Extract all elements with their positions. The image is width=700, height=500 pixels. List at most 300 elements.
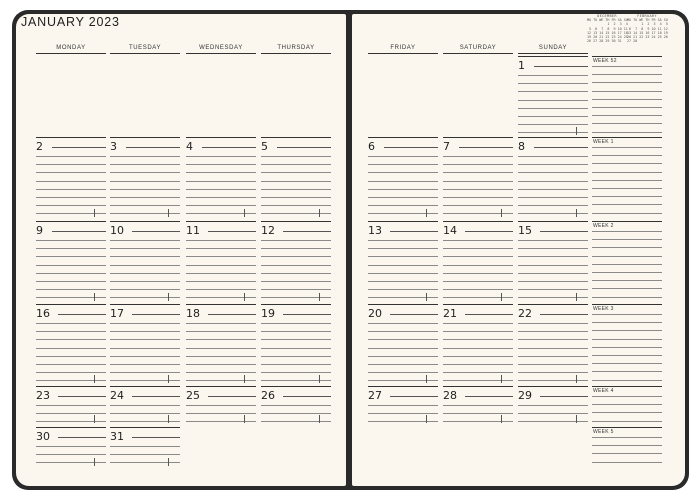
writing-line: [261, 289, 331, 290]
writing-line: [261, 205, 331, 206]
day-cell-divider: [518, 137, 588, 138]
day-cell-15[interactable]: [518, 221, 588, 302]
writing-line: [52, 147, 106, 148]
writing-line: [36, 413, 106, 414]
writing-line: [518, 83, 588, 84]
day-cell-3[interactable]: [110, 137, 180, 218]
writing-line: [186, 189, 256, 190]
writing-line: [186, 348, 256, 349]
day-cell-divider: [110, 304, 180, 305]
time-marker: [576, 127, 577, 135]
mini-calendar-row: 19 20 21 22 23 24 25: [587, 35, 628, 40]
writing-line: [540, 231, 588, 232]
day-cell-7[interactable]: [443, 137, 513, 218]
day-number: 18: [186, 307, 200, 320]
writing-line: [132, 231, 180, 232]
writing-line: [518, 189, 588, 190]
week-divider: [592, 137, 662, 138]
writing-line: [518, 297, 588, 298]
writing-line: [592, 396, 662, 397]
day-cell-22[interactable]: [518, 304, 588, 384]
mini-calendar-row: 26 27 28 29 30 31: [587, 39, 622, 44]
writing-line: [443, 197, 513, 198]
time-marker: [319, 209, 320, 217]
day-number: 4: [186, 140, 193, 153]
day-cell-25[interactable]: [186, 386, 256, 424]
writing-line: [110, 265, 180, 266]
day-number: 12: [261, 224, 275, 237]
day-cell-8[interactable]: [518, 137, 588, 218]
writing-line: [592, 363, 662, 364]
writing-line: [368, 372, 438, 373]
writing-line: [261, 156, 331, 157]
writing-line: [36, 197, 106, 198]
week-label: WEEK 1: [593, 139, 614, 145]
writing-line: [132, 314, 180, 315]
writing-line: [261, 413, 331, 414]
writing-line: [368, 281, 438, 282]
writing-line: [518, 331, 588, 332]
week-notes-3[interactable]: [592, 221, 662, 302]
writing-line: [186, 197, 256, 198]
writing-line: [36, 189, 106, 190]
writing-line: [518, 75, 588, 76]
day-cell-divider: [261, 386, 331, 387]
writing-line: [368, 421, 438, 422]
day-cell-divider: [518, 56, 588, 57]
writing-line: [126, 147, 180, 148]
writing-line: [368, 197, 438, 198]
day-number: 10: [110, 224, 124, 237]
writing-line: [186, 297, 256, 298]
writing-line: [58, 396, 106, 397]
day-cell-19[interactable]: [261, 304, 331, 384]
writing-line: [368, 273, 438, 274]
weekday-header-monday: MONDAY: [36, 44, 106, 54]
writing-line: [518, 116, 588, 117]
mini-calendar-month: DECEMBER: [597, 14, 617, 18]
day-cell-2[interactable]: [36, 137, 106, 218]
week-label: WEEK 5: [593, 429, 614, 435]
writing-line: [592, 380, 662, 381]
day-cell-27[interactable]: [368, 386, 438, 424]
writing-line: [518, 273, 588, 274]
writing-line: [261, 164, 331, 165]
day-cell-12[interactable]: [261, 221, 331, 302]
writing-line: [110, 281, 180, 282]
writing-line: [592, 180, 662, 181]
day-cell-4[interactable]: [186, 137, 256, 218]
writing-line: [36, 339, 106, 340]
time-marker: [426, 375, 427, 383]
writing-line: [592, 314, 662, 315]
time-marker: [426, 293, 427, 301]
writing-line: [110, 297, 180, 298]
writing-line: [592, 347, 662, 348]
writing-line: [465, 231, 513, 232]
day-number: 13: [368, 224, 382, 237]
writing-line: [110, 256, 180, 257]
time-marker: [501, 209, 502, 217]
day-cell-6[interactable]: [368, 137, 438, 218]
day-cell-13[interactable]: [368, 221, 438, 302]
writing-line: [110, 339, 180, 340]
mini-calendar-row: 6 7 8 9 10 11 12: [627, 26, 668, 31]
day-number: 8: [518, 140, 525, 153]
mini-calendar-row: 13 14 15 16 17 18 19: [627, 30, 668, 35]
writing-line: [36, 248, 106, 249]
writing-line: [208, 314, 256, 315]
day-cell-18[interactable]: [186, 304, 256, 384]
writing-line: [443, 205, 513, 206]
writing-line: [110, 348, 180, 349]
writing-line: [368, 413, 438, 414]
writing-line: [277, 147, 331, 148]
time-marker: [94, 375, 95, 383]
writing-line: [368, 289, 438, 290]
day-number: 28: [443, 389, 457, 402]
writing-line: [261, 281, 331, 282]
writing-line: [592, 82, 662, 83]
time-marker: [168, 209, 169, 217]
writing-line: [110, 197, 180, 198]
day-cell-29[interactable]: [518, 386, 588, 424]
day-number: 31: [110, 430, 124, 443]
day-cell-divider: [110, 386, 180, 387]
day-cell-divider: [518, 386, 588, 387]
day-cell-9[interactable]: [36, 221, 106, 302]
week-notes-4[interactable]: [592, 304, 662, 384]
writing-line: [592, 404, 662, 405]
writing-line: [261, 323, 331, 324]
writing-line: [592, 66, 662, 67]
writing-line: [36, 380, 106, 381]
day-number: 24: [110, 389, 124, 402]
writing-line: [592, 115, 662, 116]
writing-line: [186, 248, 256, 249]
writing-line: [36, 240, 106, 241]
writing-line: [368, 405, 438, 406]
writing-line: [36, 372, 106, 373]
writing-line: [186, 213, 256, 214]
mini-calendar-row: 12 13 14 15 16 17 18: [587, 30, 628, 35]
writing-line: [518, 164, 588, 165]
writing-line: [186, 289, 256, 290]
writing-line: [36, 213, 106, 214]
writing-line: [186, 256, 256, 257]
writing-line: [518, 91, 588, 92]
day-cell-divider: [186, 137, 256, 138]
week-notes-2[interactable]: [592, 137, 662, 218]
day-cell-14[interactable]: [443, 221, 513, 302]
day-cell-16[interactable]: [36, 304, 106, 384]
writing-line: [518, 248, 588, 249]
week-notes-1[interactable]: [592, 56, 662, 136]
day-cell-divider: [443, 304, 513, 305]
writing-line: [592, 172, 662, 173]
writing-line: [518, 132, 588, 133]
writing-line: [36, 454, 106, 455]
writing-line: [36, 172, 106, 173]
day-cell-31[interactable]: [110, 427, 180, 467]
writing-line: [110, 164, 180, 165]
writing-line: [110, 189, 180, 190]
time-marker: [576, 293, 577, 301]
writing-line: [208, 231, 256, 232]
day-number: 23: [36, 389, 50, 402]
writing-line: [110, 331, 180, 332]
writing-line: [186, 339, 256, 340]
day-cell-divider: [368, 304, 438, 305]
writing-line: [592, 74, 662, 75]
writing-line: [592, 239, 662, 240]
writing-line: [518, 265, 588, 266]
writing-line: [110, 248, 180, 249]
writing-line: [592, 371, 662, 372]
writing-line: [592, 288, 662, 289]
writing-line: [443, 405, 513, 406]
writing-line: [36, 421, 106, 422]
time-marker: [94, 458, 95, 466]
day-cell-divider: [261, 137, 331, 138]
writing-line: [110, 446, 180, 447]
day-cell-10[interactable]: [110, 221, 180, 302]
day-cell-23[interactable]: [36, 386, 106, 424]
day-cell-divider: [261, 304, 331, 305]
writing-line: [110, 364, 180, 365]
day-number: 25: [186, 389, 200, 402]
writing-line: [443, 181, 513, 182]
writing-line: [110, 372, 180, 373]
time-marker: [501, 415, 502, 423]
writing-line: [110, 289, 180, 290]
day-number: 20: [368, 307, 382, 320]
writing-line: [261, 172, 331, 173]
writing-line: [592, 247, 662, 248]
writing-line: [110, 454, 180, 455]
writing-line: [518, 281, 588, 282]
week-notes-6[interactable]: [592, 427, 662, 467]
writing-line: [592, 132, 662, 133]
writing-line: [384, 147, 438, 148]
writing-line: [592, 272, 662, 273]
day-number: 27: [368, 389, 382, 402]
writing-line: [261, 356, 331, 357]
writing-line: [592, 453, 662, 454]
time-marker: [244, 293, 245, 301]
writing-line: [186, 380, 256, 381]
day-cell-21[interactable]: [443, 304, 513, 384]
writing-line: [592, 147, 662, 148]
writing-line: [592, 322, 662, 323]
writing-line: [368, 331, 438, 332]
day-cell-30[interactable]: [36, 427, 106, 467]
day-cell-24[interactable]: [110, 386, 180, 424]
writing-line: [261, 364, 331, 365]
writing-line: [261, 405, 331, 406]
writing-line: [283, 314, 331, 315]
writing-line: [110, 172, 180, 173]
time-marker: [576, 415, 577, 423]
day-number: 11: [186, 224, 200, 237]
day-number: 19: [261, 307, 275, 320]
time-marker: [501, 375, 502, 383]
writing-line: [592, 231, 662, 232]
time-marker: [244, 209, 245, 217]
writing-line: [592, 107, 662, 108]
day-cell-5[interactable]: [261, 137, 331, 218]
mini-calendar-row: 1 2 3 4: [587, 22, 628, 27]
writing-line: [518, 364, 588, 365]
day-cell-divider: [518, 304, 588, 305]
time-marker: [244, 375, 245, 383]
writing-line: [36, 405, 106, 406]
writing-line: [110, 240, 180, 241]
writing-line: [443, 323, 513, 324]
writing-line: [283, 396, 331, 397]
week-notes-5[interactable]: [592, 386, 662, 424]
day-cell-17[interactable]: [110, 304, 180, 384]
writing-line: [186, 281, 256, 282]
writing-line: [36, 348, 106, 349]
writing-line: [518, 421, 588, 422]
writing-line: [186, 356, 256, 357]
writing-line: [368, 339, 438, 340]
writing-line: [443, 265, 513, 266]
writing-line: [186, 405, 256, 406]
writing-line: [36, 256, 106, 257]
writing-line: [518, 100, 588, 101]
writing-line: [592, 421, 662, 422]
week-label: WEEK 4: [593, 388, 614, 394]
writing-line: [368, 348, 438, 349]
writing-line: [592, 196, 662, 197]
writing-line: [592, 412, 662, 413]
writing-line: [592, 339, 662, 340]
writing-line: [540, 314, 588, 315]
writing-line: [592, 99, 662, 100]
day-cell-divider: [36, 386, 106, 387]
day-number: 29: [518, 389, 532, 402]
writing-line: [36, 446, 106, 447]
writing-line: [36, 205, 106, 206]
day-cell-divider: [110, 137, 180, 138]
writing-line: [186, 240, 256, 241]
day-cell-divider: [186, 386, 256, 387]
writing-line: [592, 155, 662, 156]
day-number: 17: [110, 307, 124, 320]
writing-line: [261, 380, 331, 381]
writing-line: [443, 156, 513, 157]
writing-line: [518, 124, 588, 125]
writing-line: [110, 156, 180, 157]
writing-line: [36, 156, 106, 157]
writing-line: [36, 265, 106, 266]
day-number: 7: [443, 140, 450, 153]
writing-line: [518, 348, 588, 349]
day-number: 5: [261, 140, 268, 153]
writing-line: [261, 265, 331, 266]
mini-calendar-row: 20 21 22 23 24 25 26: [627, 35, 668, 40]
writing-line: [518, 323, 588, 324]
day-cell-divider: [518, 221, 588, 222]
day-number: 22: [518, 307, 532, 320]
writing-line: [592, 297, 662, 298]
writing-line: [261, 213, 331, 214]
day-cell-26[interactable]: [261, 386, 331, 424]
writing-line: [518, 205, 588, 206]
week-divider: [592, 304, 662, 305]
time-marker: [168, 375, 169, 383]
day-number: 2: [36, 140, 43, 153]
mini-calendar-row: MO TU WE TH FR SA SU: [587, 18, 628, 23]
writing-line: [518, 372, 588, 373]
time-marker: [94, 209, 95, 217]
writing-line: [368, 297, 438, 298]
writing-line: [518, 339, 588, 340]
writing-line: [261, 240, 331, 241]
writing-line: [443, 248, 513, 249]
weekday-header-tuesday: TUESDAY: [110, 44, 180, 54]
writing-line: [261, 197, 331, 198]
day-cell-1[interactable]: [518, 56, 588, 136]
writing-line: [186, 172, 256, 173]
writing-line: [534, 66, 588, 67]
writing-line: [261, 256, 331, 257]
day-cell-divider: [186, 304, 256, 305]
week-divider: [592, 221, 662, 222]
writing-line: [518, 181, 588, 182]
writing-line: [518, 356, 588, 357]
writing-line: [261, 297, 331, 298]
weekday-header-thursday: THURSDAY: [261, 44, 331, 54]
writing-line: [368, 356, 438, 357]
writing-line: [592, 280, 662, 281]
writing-line: [36, 181, 106, 182]
writing-line: [592, 462, 662, 463]
writing-line: [465, 396, 513, 397]
time-marker: [94, 293, 95, 301]
day-number: 21: [443, 307, 457, 320]
writing-line: [132, 396, 180, 397]
day-cell-divider: [261, 221, 331, 222]
writing-line: [390, 396, 438, 397]
time-marker: [426, 415, 427, 423]
day-cell-11[interactable]: [186, 221, 256, 302]
day-number: 3: [110, 140, 117, 153]
writing-line: [110, 181, 180, 182]
day-cell-20[interactable]: [368, 304, 438, 384]
writing-line: [110, 380, 180, 381]
writing-line: [261, 421, 331, 422]
mini-calendar-row: MO TU WE TH FR SA SU: [627, 18, 668, 23]
writing-line: [443, 372, 513, 373]
time-marker: [501, 293, 502, 301]
writing-line: [110, 421, 180, 422]
writing-line: [592, 330, 662, 331]
writing-line: [58, 437, 106, 438]
writing-line: [36, 281, 106, 282]
writing-line: [110, 413, 180, 414]
writing-line: [592, 213, 662, 214]
writing-line: [36, 297, 106, 298]
day-cell-28[interactable]: [443, 386, 513, 424]
writing-line: [534, 147, 588, 148]
writing-line: [443, 273, 513, 274]
time-marker: [319, 293, 320, 301]
time-marker: [168, 293, 169, 301]
writing-line: [186, 323, 256, 324]
